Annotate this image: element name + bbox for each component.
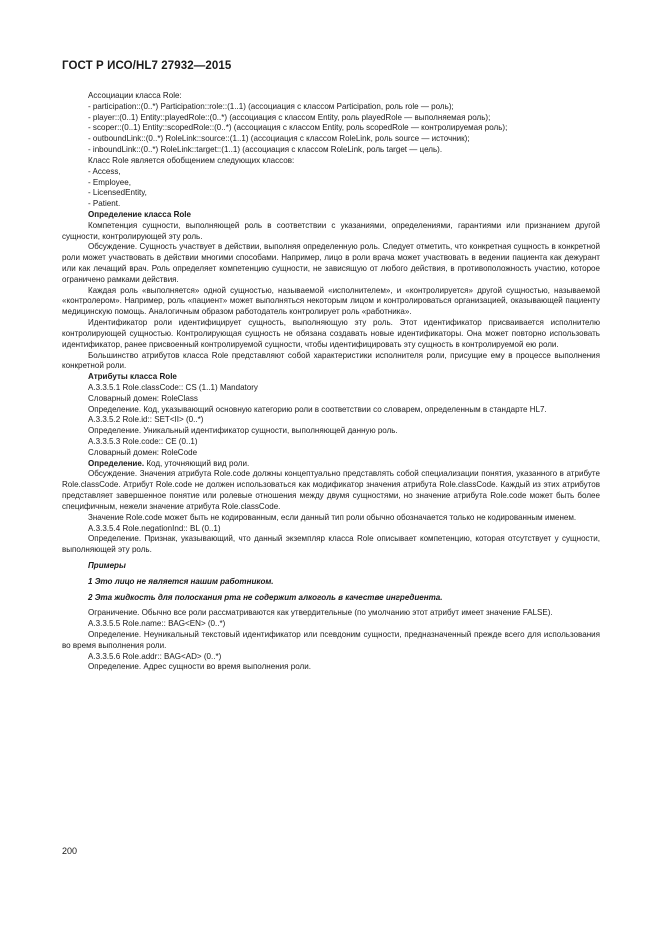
page-body xyxy=(62,91,600,673)
subclass-item: - Access, xyxy=(88,166,121,176)
association-item: - player::(0..1) Entity::playedRole::(0..*) (ассоциация с классом Entity, роль playedRole — выполняемая роль); xyxy=(88,112,491,122)
attribute-definition: Определение. Признак, указывающий, что данный экземпляр класса Role описывает компетенцию, которая отсутствует у сущности, выполняющей эту роль. xyxy=(62,534,600,555)
attribute-title: A.3.3.5.4 Role.negationInd:: BL (0..1) xyxy=(88,523,221,533)
definition-text: Код, уточняющий вид роли. xyxy=(144,458,250,468)
definition-heading: Определение класса Role xyxy=(88,209,192,219)
association-item: - participation::(0..*) Participation::role::(1..1) (ассоциация с классом Participation, роль role — роль); xyxy=(88,101,454,111)
discussion-paragraph: Каждая роль «выполняется» одной сущностью, называемой «исполнителем», и «контролируется» другой сущностью, называемой «контролером». Например, роль «пациент» может выполняться некоторым лицом и контролироваться организацией, оказывающей пациенту медицинскую помощь. Аналогичным образом работодатель контролирует роль «работника». xyxy=(62,285,600,317)
attribute-definition xyxy=(62,459,600,470)
attribute-title: A.3.3.5.3 Role.code:: CE (0..1) xyxy=(88,437,198,446)
discussion-paragraph: Большинство атрибутов класса Role представляют собой характеристики исполнителя роли, присущие ему в процессе выполнения конкретной роли. xyxy=(62,350,600,371)
attribute-definition: Определение. Код, указывающий основную категорию роли в соответствии со словарем, определенным в стандарте HL7. xyxy=(88,404,547,414)
attribute-title: A.3.3.5.6 Role.addr:: BAG<AD> (0..*) xyxy=(88,651,222,661)
attribute-title: A.3.3.5.2 Role.id:: SET<II> (0..*) xyxy=(88,415,204,425)
generalization-intro: Класс Role является обобщением следующих классов: xyxy=(88,155,295,165)
association-item: - outboundLink::(0..*) RoleLink::source::(1..1) (ассоциация с классом RoleLink, роль source — источник); xyxy=(88,134,470,144)
attribute-limitation: Ограничение. Обычно все роли рассматриваются как утвердительные (по умолчанию этот атрибут имеет значение FALSE). xyxy=(88,608,553,618)
attribute-discussion: Значение Role.code может быть не кодированным, если данный тип роли обычно обозначается только не кодированным именем. xyxy=(88,512,577,522)
discussion-paragraph: Обсуждение. Сущность участвует в действии, выполняя определенную роль. Следует отметить, что конкретная сущность в конкретной роли может участвовать в действии многими способами. Например, лицо в роли врача может участвовать в ведении пациента как дежурант или как лечащий врач. Роль определяет компетенцию сущности, не зависящую от любого действия, в противоположность участию, которое ограничено рамками действия. xyxy=(62,242,600,284)
attribute-domain: Словарный домен: RoleClass xyxy=(88,393,198,403)
definition-text: Компетенция сущности, выполняющей роль в соответствии с указаниями, определениями, гарантиями или признанием другой сущности, контролирующей эту роль. xyxy=(62,220,600,241)
attribute-title: A.3.3.5.5 Role.name:: BAG<EN> (0..*) xyxy=(88,619,226,629)
subclass-item: - Employee, xyxy=(88,177,131,187)
association-item: - inboundLink::(0..*) RoleLink::target::(1..1) (ассоциация с классом RoleLink, роль target — цель). xyxy=(88,145,443,155)
examples-heading: Примеры xyxy=(88,560,126,570)
example-item: 2 Эта жидкость для полоскания рта не содержит алкоголь в качестве ингредиента. xyxy=(88,592,443,602)
attribute-definition: Определение. Неуникальный текстовый идентификатор или псевдоним сущности, предназначенный прежде всего для использования во время выполнения роли. xyxy=(62,630,600,650)
association-item: - scoper::(0..1) Entity::scopedRole::(0..*) (ассоциация с классом Entity, роль scopedRole — контролируемая роль); xyxy=(88,123,508,133)
attribute-discussion: Обсуждение. Значения атрибута Role.code должны концептуально представлять собой специализации понятия, указанного в атрибуте Role.classCode. Атрибут Role.code не должен использоваться как модификатор значения атрибута Role.classCode. Каждый из этих атрибутов представляет завершенное понятие или ролевые отношения между двумя сущностями, но значение атрибута Role.code может быть более специфичным, нежели значение атрибута Role.classCode. xyxy=(62,469,600,511)
associations-intro: Ассоциации класса Role: xyxy=(88,91,182,100)
page-number: 200 xyxy=(62,846,78,856)
attribute-definition: Определение. Адрес сущности во время выполнения роли. xyxy=(88,662,311,672)
example-item: 1 Это лицо не является нашим работником. xyxy=(88,576,274,586)
subclass-item: - LicensedEntity, xyxy=(88,188,147,198)
attribute-domain: Словарный домен: RoleCode xyxy=(88,447,198,457)
discussion-paragraph: Идентификатор роли идентифицирует сущность, выполняющую эту роль. Этот идентификатор присваивается исполнителю контролирующей сущностью. Контролирующая сущность не обязана создавать новые идентификаторы. Она может повторно использовать идентификатор, ранее присвоенный контролируемой сущности, чтобы идентифицировать эту сущность в контролируемой ею роли. xyxy=(62,318,600,349)
standard-header: ГОСТ Р ИСО/HL7 27932—2015 xyxy=(62,60,232,72)
attribute-title: A.3.3.5.1 Role.classCode:: CS (1..1) Mandatory xyxy=(88,382,258,392)
attributes-heading: Атрибуты класса Role xyxy=(88,372,177,382)
attribute-definition: Определение. Уникальный идентификатор сущности, выполняющей данную роль. xyxy=(88,426,398,436)
subclass-item: - Patient. xyxy=(88,199,121,209)
definition-label: Определение. xyxy=(88,458,145,468)
